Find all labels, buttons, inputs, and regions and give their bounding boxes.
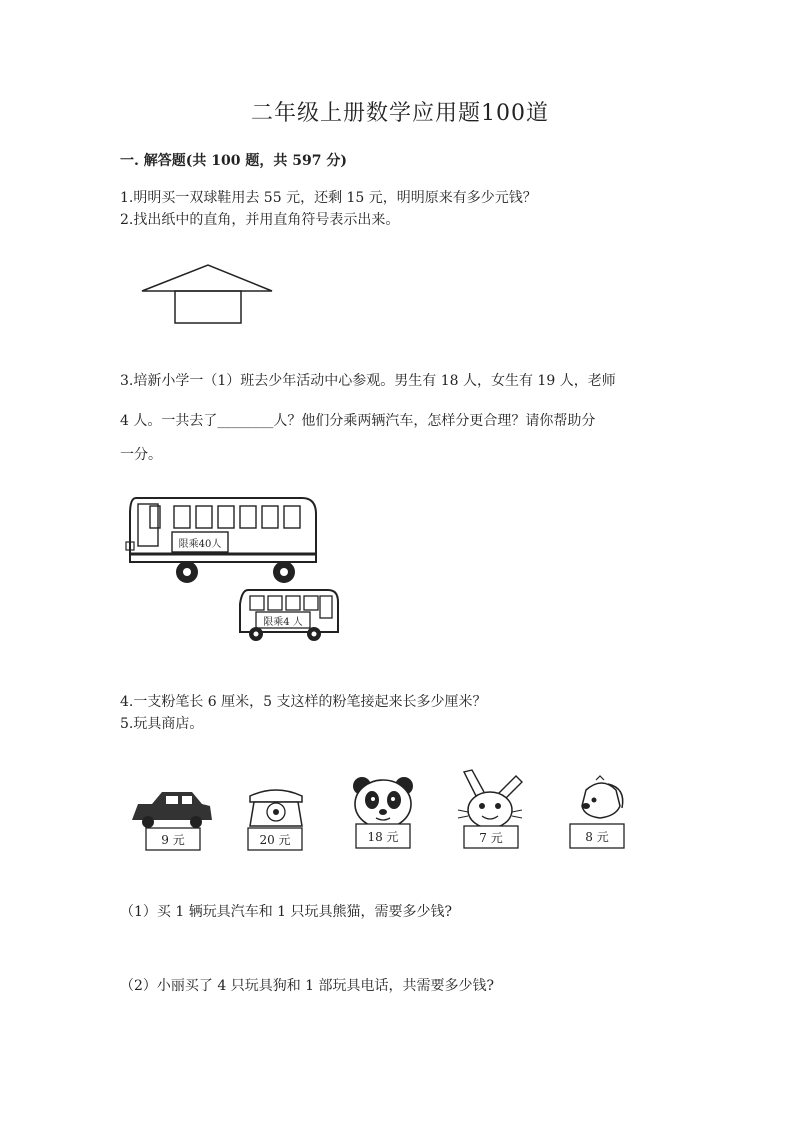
toy-shop-figure [126,766,636,862]
telephone-toy-icon [248,790,302,850]
dog-price: 8 元 [585,830,609,844]
big-bus-icon [124,492,324,588]
question-3-line-3: 一分。 [120,447,162,463]
question-3-line-1: 3.培新小学一（1）班去少年活动中心参观。男生有 18 人，女生有 19 人，老师 [120,373,616,389]
question-4: 4.一支粉笔长 6 厘米，5 支这样的粉笔接起来长多少厘米？ [120,694,487,710]
question-2: 2.找出纸中的直角，并用直角符号表示出来。 [120,212,400,228]
question-1: 1.明明买一双球鞋用去 55 元，还剩 15 元，明明原来有多少元钱？ [120,190,537,206]
dog-toy-icon [570,776,624,848]
page-title: 二年级上册数学应用题100道 [251,101,549,126]
small-bus-icon [236,584,342,646]
question-3-line-2: 4 人。一共去了________人？他们分乘两辆汽车，怎样分更合理？请你帮助分 [120,413,596,429]
rabbit-toy-icon [458,770,522,848]
rabbit-price: 7 元 [479,831,503,845]
house-shape-figure [138,262,278,328]
car-toy-icon [132,792,212,850]
big-bus-label: 限乘40人 [178,539,222,550]
subquestion-1: （1）买 1 辆玩具汽车和 1 只玩具熊猫，需要多少钱? [120,904,453,920]
panda-toy-icon [353,777,413,848]
telephone-price: 20 元 [259,833,291,847]
question-5: 5.玩具商店。 [120,716,204,732]
section-heading: 一. 解答题(共 100 题，共 597 分) [120,153,347,169]
panda-price: 18 元 [367,830,399,844]
subquestion-2: （2）小丽买了 4 只玩具狗和 1 部玩具电话，共需要多少钱? [120,978,495,994]
small-bus-label: 限乘4 人 [263,617,303,628]
car-price: 9 元 [161,833,185,847]
